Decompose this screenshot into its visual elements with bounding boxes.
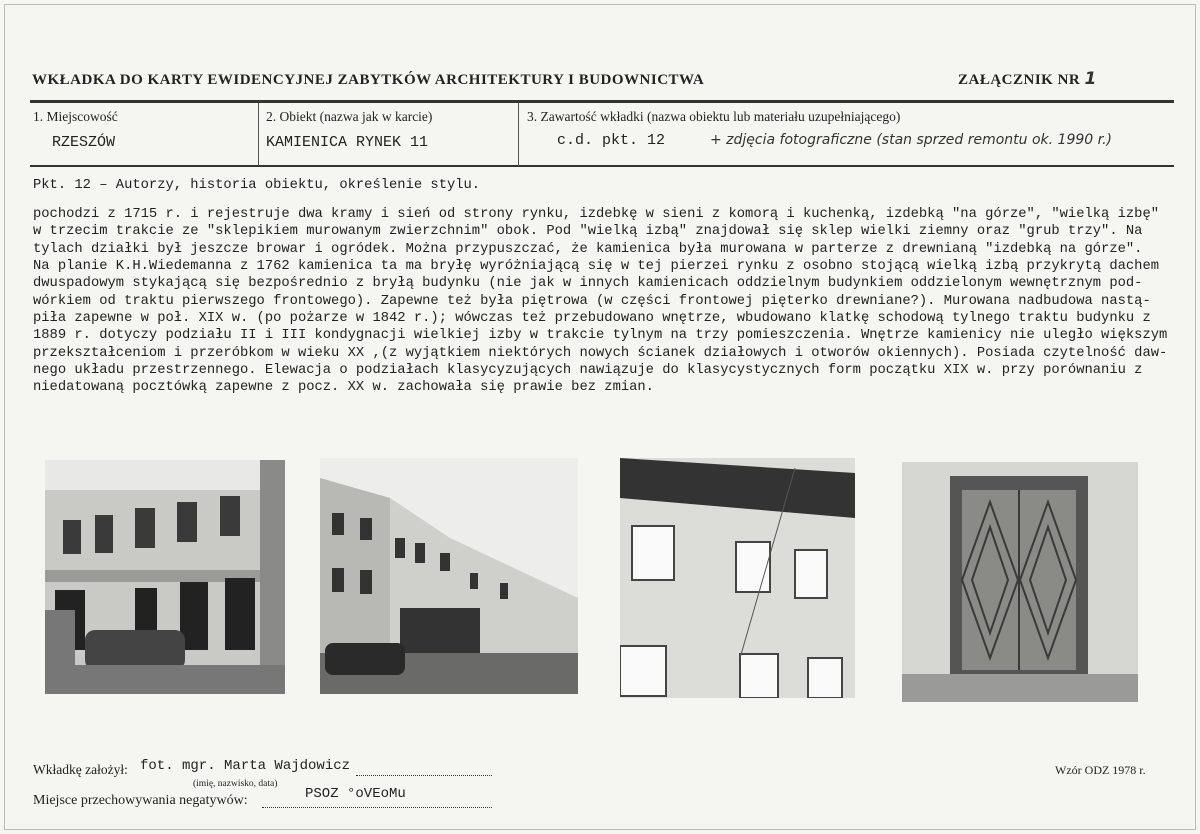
dotted-line	[356, 774, 492, 776]
column-divider	[518, 103, 519, 166]
page-border	[4, 4, 1196, 830]
section-heading: Pkt. 12 – Autorzy, historia obiektu, określenie stylu.	[33, 178, 481, 193]
author-value: fot. mgr. Marta Wajdowicz	[140, 758, 351, 774]
photo-rear-courtyard	[320, 458, 578, 694]
text-line: dwuspadowym stykającą się bezpośrednio z bryłą budynku (nie jak w innych kamienicach oddzielnym budynkiem oddzielonym wewnętrznym pod-	[33, 276, 1143, 292]
photo-facade-windows	[620, 458, 855, 698]
form-code: Wzór ODZ 1978 r.	[1055, 763, 1146, 777]
attachment-label	[958, 71, 1097, 89]
text-line: niedatowaną pocztówką zapewne z pocz. XX w. zachowała się prawie bez zmian.	[33, 380, 654, 396]
text-line: 1889 r. dotyczy podziału II i III kondygnacji wielkiej izby w trakcie tylnym na trzy pomieszczenia. Wnętrze kamienicy nie uległo większym	[33, 328, 1168, 344]
text-line: wórkiem od traktu pierwszego frontowego). Zapewne też była piętrowa (w części frontowej pięterko drewniane?). Murowana nadbudowa nastą-	[33, 293, 1151, 309]
author-label: Wkładkę założył:	[33, 762, 128, 777]
text-line: nego układu przestrzennego. Elewacja o podziałach klasycyzujących nawiązuje do klasycystycznych form początku XIX w. przy porównaniu z	[33, 363, 1143, 379]
locality-value: RZESZÓW	[52, 134, 116, 151]
attachment-number: 1	[1084, 69, 1097, 89]
history-text	[33, 206, 1167, 397]
divider	[30, 165, 1174, 167]
text-line: przekształceniom i przeróbkom w wieku XX ,(z wyjątkiem niektórych nowych ścianek działowych i otworów okiennych). Posiada czytelność daw-	[33, 345, 1168, 361]
text-line: tylach działki był jeszcze browar i ogródek. Można przypuszczać, że kamienica była murowana w parterze z drewnianą "izdebką na górze".	[33, 241, 1143, 257]
form-title: WKŁADKA DO KARTY EWIDENCYJNEJ ZABYTKÓW ARCHITEKTURY I BUDOWNICTWA	[32, 72, 705, 88]
author-hint: (imię, nazwisko, data)	[193, 779, 278, 789]
photo-wooden-door	[902, 462, 1138, 702]
text-line: w trzecim trakcie ze "sklepikiem murowanym zwierzchnim" obok. Pod "wielką izbą" znajdował się sklep wielki ziemny oraz "grub trzy". Na	[33, 224, 1143, 240]
contents-typed: c.d. pkt. 12	[557, 132, 666, 149]
divider	[30, 100, 1174, 103]
photo-facade-street	[45, 460, 285, 694]
object-label: 2. Obiekt (nazwa jak w karcie)	[266, 109, 433, 124]
dotted-line	[262, 806, 492, 808]
column-divider	[258, 103, 259, 166]
text-line: piła zapewne w poł. XIX w. (po pożarze w 1842 r.); wówczas też przebudowano wnętrze, wbudowano klatkę schodową tylnego traktu budynku z	[33, 311, 1151, 327]
locality-label: 1. Miejscowość	[33, 109, 118, 124]
contents-handwritten: + zdjęcia fotograficzne (stan sprzed remontu ok. 1990 r.)	[710, 132, 1113, 148]
negatives-label: Miejsce przechowywania negatywów:	[33, 793, 248, 808]
attachment-label-text: ZAŁĄCZNIK NR	[958, 72, 1081, 88]
text-line: pochodzi z 1715 r. i rejestruje dwa kramy i sień od strony rynku, izdebkę w sieni z komorą i kuchenką, izdebką "na górze", "wielką izbę"	[33, 207, 1160, 222]
negatives-value: PSOZ °oVEoMu	[305, 786, 406, 802]
contents-label: 3. Zawartość wkładki (nazwa obiektu lub materiału uzupełniającego)	[527, 109, 901, 124]
text-line: Na planie K.H.Wiedemanna z 1762 kamienica ta ma bryłę wyróżniającą się w tej pierzei rynku z osobno stojącą wielką izbą przykrytą dachem	[33, 259, 1160, 275]
object-value: KAMIENICA RYNEK 11	[266, 134, 429, 151]
